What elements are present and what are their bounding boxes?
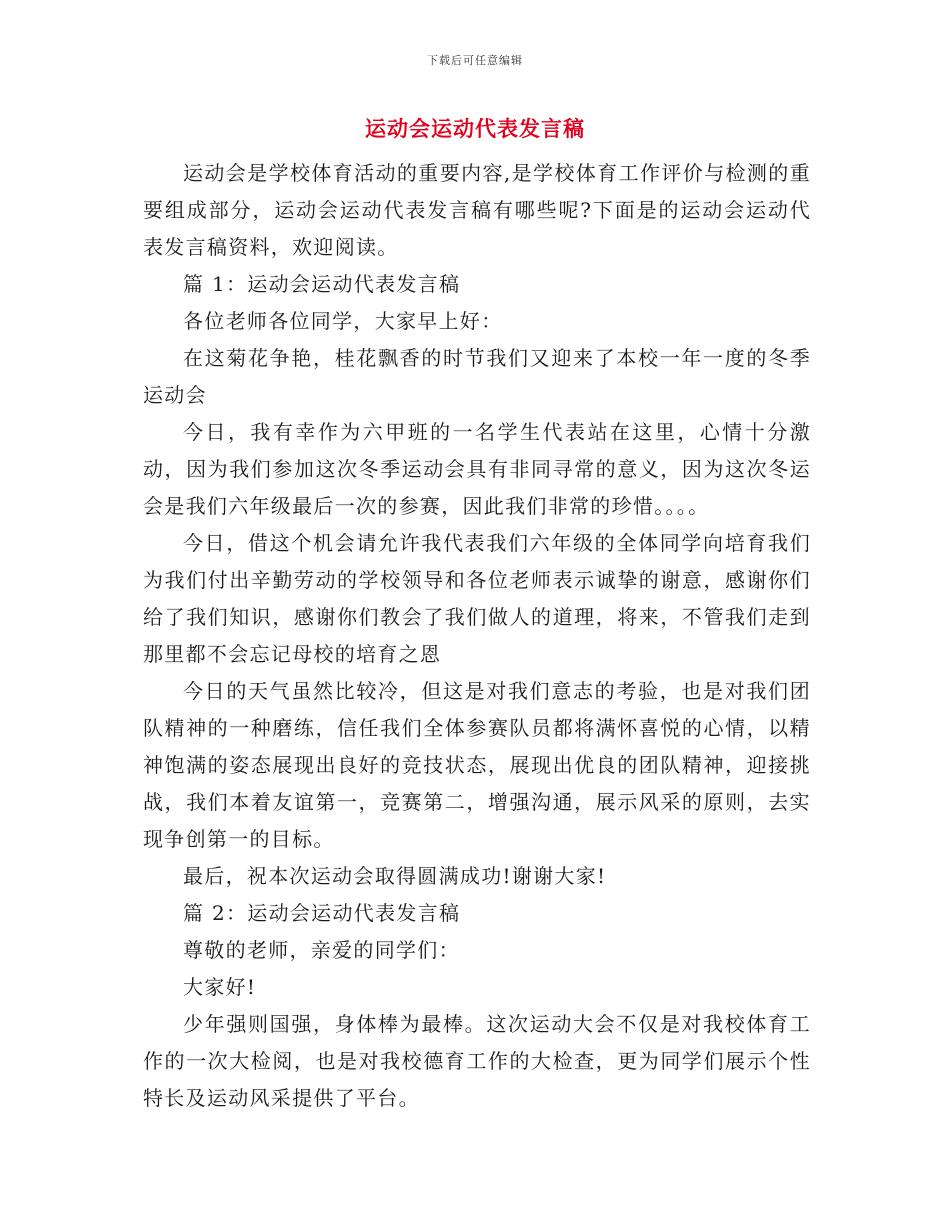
page-header-note: 下载后可任意编辑	[427, 54, 523, 67]
paragraph: 在这菊花争艳，桂花飘香的时节我们又迎来了本校一年一度的冬季运动会	[143, 346, 811, 407]
paragraph: 今日的天气虽然比较冷，但这是对我们意志的考验，也是对我们团队精神的一种磨练，信任我们全体参赛队员都将满怀喜悦的心情，以精神饱满的姿态展现出良好的竞技状态，展现出优良的团队精神，迎接挑战，我们本着友谊第一，竞赛第二，增强沟通，展示风采的原则，去实现争创第一的目标。	[143, 679, 811, 851]
paragraph: 少年强则国强，身体棒为最棒。这次运动大会不仅是对我校体育工作的一次大检阅，也是对我校德育工作的大检查，更为同学们展示个性特长及运动风采提供了平台。	[143, 1012, 811, 1110]
document-body	[143, 155, 811, 1117]
section-heading-2: 篇 2：运动会运动代表发言稿	[183, 901, 461, 925]
paragraph-intro: 运动会是学校体育活动的重要内容,是学校体育工作评价与检测的重要组成部分，运动会运动代表发言稿有哪些呢?下面是的运动会运动代表发言稿资料，欢迎阅读。	[143, 161, 811, 259]
greeting-1: 各位老师各位同学，大家早上好：	[183, 309, 503, 333]
section-heading-1: 篇 1：运动会运动代表发言稿	[183, 272, 461, 296]
paragraph: 今日，借这个机会请允许我代表我们六年级的全体同学向培育我们为我们付出辛勤劳动的学校领导和各位老师表示诚挚的谢意，感谢你们给了我们知识，感谢你们教会了我们做人的道理，将来，不管我们走到那里都不会忘记母校的培育之恩	[143, 531, 811, 666]
greeting-2: 尊敬的老师，亲爱的同学们：	[183, 938, 460, 962]
closing-1: 最后，祝本次运动会取得圆满成功!谢谢大家!	[183, 864, 607, 888]
greeting-3: 大家好!	[183, 975, 257, 999]
paragraph: 今日，我有幸作为六甲班的一名学生代表站在这里，心情十分激动，因为我们参加这次冬季运动会具有非同寻常的意义，因为这次冬运会是我们六年级最后一次的参赛，因此我们非常的珍惜。。。。	[143, 420, 811, 518]
document-title: 运动会运动代表发言稿	[365, 116, 585, 141]
